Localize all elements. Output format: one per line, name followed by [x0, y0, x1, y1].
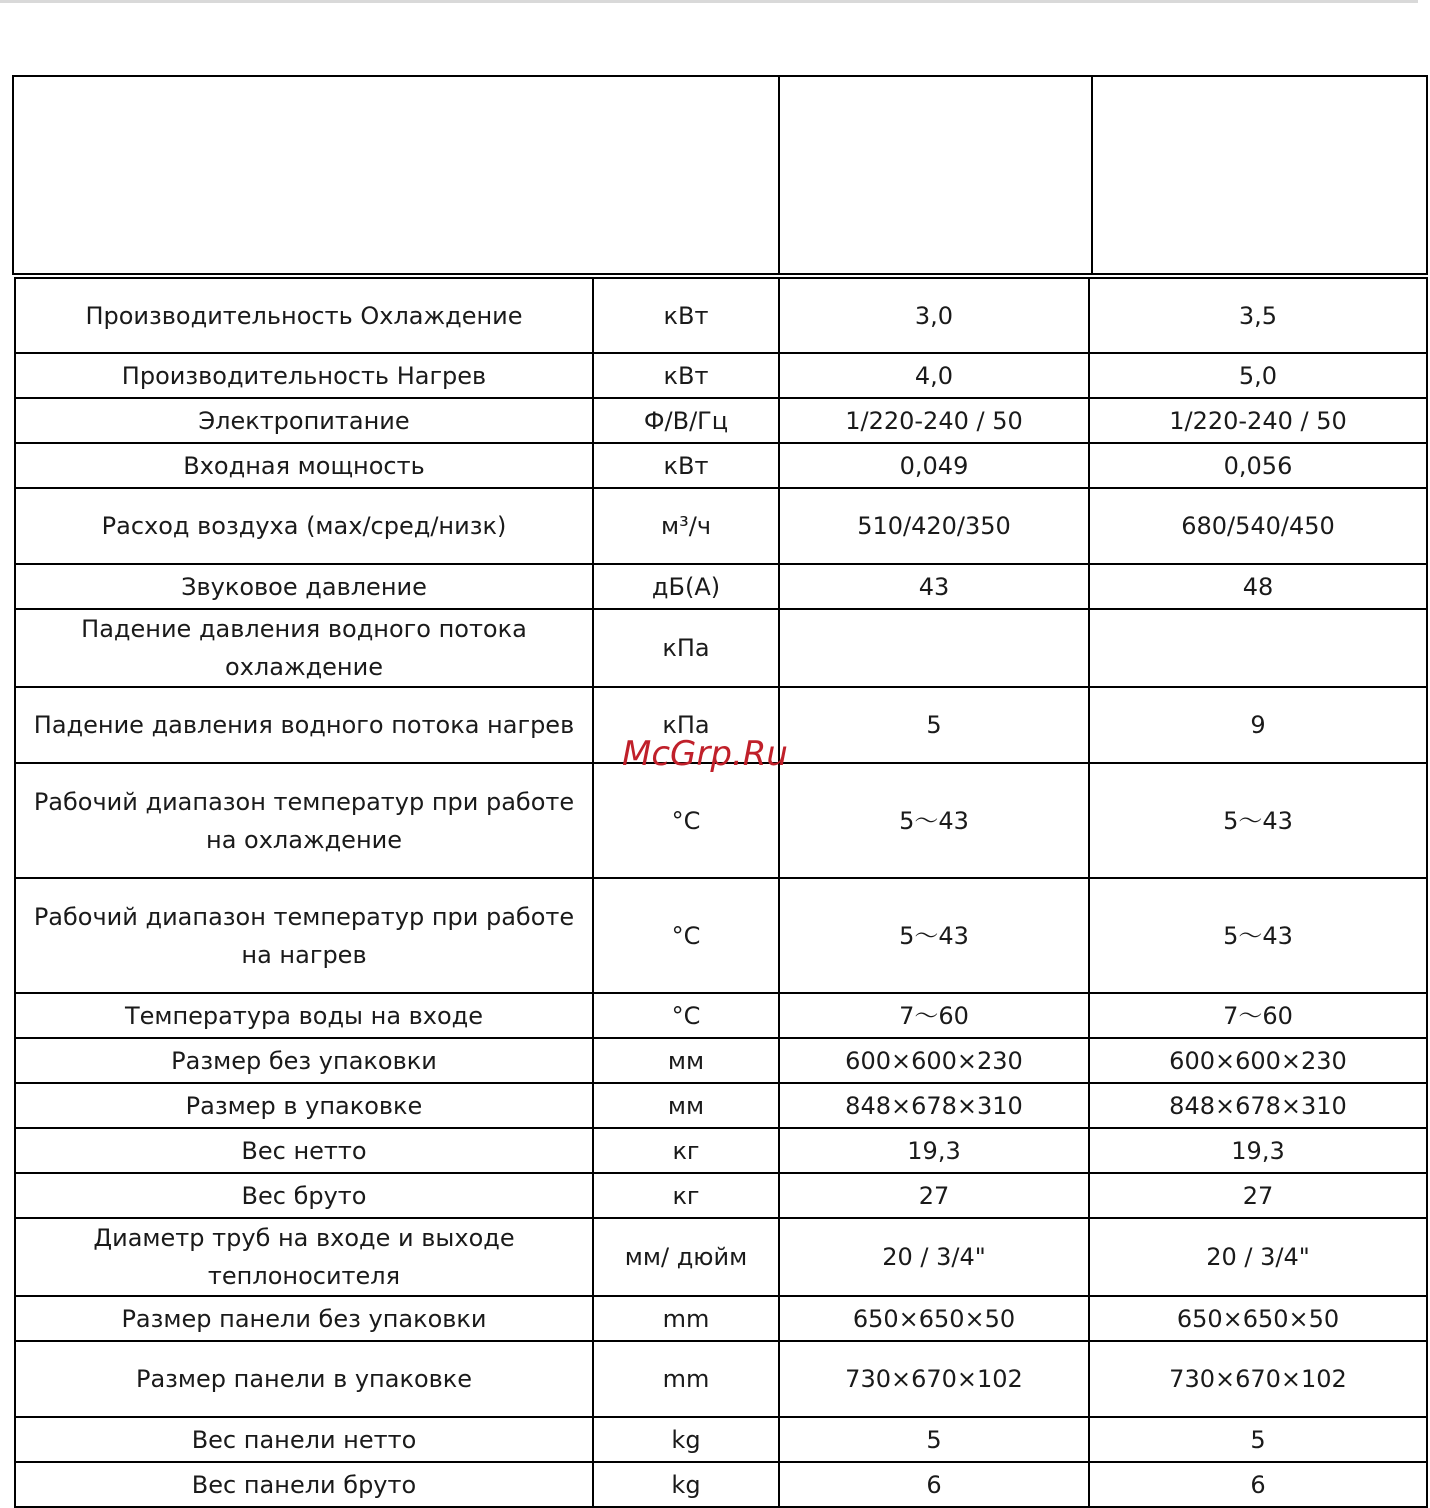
unit-cell: мм [593, 1083, 779, 1128]
model-2-value-cell: 20 / 3/4" [1089, 1218, 1427, 1296]
table-row [15, 993, 1427, 1038]
model-1-value-cell [779, 609, 1089, 687]
table-row [15, 1173, 1427, 1218]
watermark-text: McGrp.Ru [622, 734, 788, 774]
model-2-value-cell: 7～60 [1089, 993, 1427, 1038]
model-1-value-cell: 0,049 [779, 443, 1089, 488]
model-2-value-cell: 680/540/450 [1089, 488, 1427, 564]
model-1-value-cell: 20 / 3/4" [779, 1218, 1089, 1296]
model-2-value-cell: 19,3 [1089, 1128, 1427, 1173]
model-1-value-cell: 510/420/350 [779, 488, 1089, 564]
unit-cell: дБ(А) [593, 564, 779, 609]
model-2-value-cell: 650×650×50 [1089, 1296, 1427, 1341]
model-2-value-cell: 848×678×310 [1089, 1083, 1427, 1128]
parameter-cell: Размер в упаковке [15, 1083, 593, 1128]
unit-cell: мм/ дюйм [593, 1218, 779, 1296]
model-1-value-cell: 600×600×230 [779, 1038, 1089, 1083]
model-1-value-cell: 5 [779, 687, 1089, 763]
model-1-value-cell: 5 [779, 1417, 1089, 1462]
unit-cell: kg [593, 1462, 779, 1507]
table-row [15, 1341, 1427, 1417]
parameter-cell: Температура воды на входе [15, 993, 593, 1038]
table-row [15, 763, 1427, 878]
model-2-value-cell: 6 [1089, 1462, 1427, 1507]
table-row [15, 1218, 1427, 1296]
table-header-box [12, 75, 1428, 275]
table-row [15, 353, 1427, 398]
table-row [15, 443, 1427, 488]
parameter-cell: Падение давления водного потока нагрев [15, 687, 593, 763]
model-2-value-cell: 5～43 [1089, 763, 1427, 878]
unit-cell: °C [593, 993, 779, 1038]
parameter-cell: Вес бруто [15, 1173, 593, 1218]
unit-cell: mm [593, 1341, 779, 1417]
model-2-value-cell: 5～43 [1089, 878, 1427, 993]
unit-cell: кВт [593, 278, 779, 353]
model-2-value-cell: 5,0 [1089, 353, 1427, 398]
parameter-cell: Звуковое давление [15, 564, 593, 609]
model-1-value-cell: 27 [779, 1173, 1089, 1218]
model-1-value-cell: 730×670×102 [779, 1341, 1089, 1417]
model-1-value-cell: 5～43 [779, 878, 1089, 993]
table-row [15, 398, 1427, 443]
unit-cell: кВт [593, 353, 779, 398]
header-column-divider [778, 77, 780, 273]
model-1-value-cell: 650×650×50 [779, 1296, 1089, 1341]
model-2-value-cell: 5 [1089, 1417, 1427, 1462]
unit-cell: мм [593, 1038, 779, 1083]
unit-cell: м³/ч [593, 488, 779, 564]
model-2-value-cell: 3,5 [1089, 278, 1427, 353]
unit-cell: kg [593, 1417, 779, 1462]
parameter-cell: Входная мощность [15, 443, 593, 488]
unit-cell: °C [593, 763, 779, 878]
table-row [15, 878, 1427, 993]
table-row [15, 609, 1427, 687]
parameter-cell: Производительность Охлаждение [15, 278, 593, 353]
top-divider [0, 0, 1418, 3]
table-row [15, 564, 1427, 609]
parameter-cell: Расход воздуха (мах/сред/низк) [15, 488, 593, 564]
table-row [15, 1417, 1427, 1462]
table-row [15, 1296, 1427, 1341]
parameter-cell: Вес панели бруто [15, 1462, 593, 1507]
unit-cell: Ф/В/Гц [593, 398, 779, 443]
model-1-value-cell: 3,0 [779, 278, 1089, 353]
model-1-value-cell: 43 [779, 564, 1089, 609]
table-row [15, 488, 1427, 564]
unit-cell: mm [593, 1296, 779, 1341]
model-2-value-cell: 1/220-240 / 50 [1089, 398, 1427, 443]
unit-cell: кг [593, 1128, 779, 1173]
model-2-value-cell: 27 [1089, 1173, 1427, 1218]
model-2-value-cell [1089, 609, 1427, 687]
parameter-cell: Электропитание [15, 398, 593, 443]
parameter-cell: Размер без упаковки [15, 1038, 593, 1083]
header-column-divider [1091, 77, 1093, 273]
model-2-value-cell: 730×670×102 [1089, 1341, 1427, 1417]
parameter-cell: Размер панели в упаковке [15, 1341, 593, 1417]
model-1-value-cell: 6 [779, 1462, 1089, 1507]
parameter-cell: Рабочий диапазон температур при работе на нагрев [15, 878, 593, 993]
model-2-value-cell: 48 [1089, 564, 1427, 609]
model-1-value-cell: 7～60 [779, 993, 1089, 1038]
model-1-value-cell: 1/220-240 / 50 [779, 398, 1089, 443]
table-row [15, 1083, 1427, 1128]
model-1-value-cell: 848×678×310 [779, 1083, 1089, 1128]
table-row [15, 1462, 1427, 1507]
parameter-cell: Вес нетто [15, 1128, 593, 1173]
specifications-table [14, 277, 1428, 1508]
parameter-cell: Вес панели нетто [15, 1417, 593, 1462]
parameter-cell: Размер панели без упаковки [15, 1296, 593, 1341]
parameter-cell: Рабочий диапазон температур при работе на охлаждение [15, 763, 593, 878]
model-1-value-cell: 4,0 [779, 353, 1089, 398]
model-2-value-cell: 0,056 [1089, 443, 1427, 488]
table-row [15, 1128, 1427, 1173]
unit-cell: кВт [593, 443, 779, 488]
table-row [15, 278, 1427, 353]
parameter-cell: Диаметр труб на входе и выходе теплоносителя [15, 1218, 593, 1296]
model-2-value-cell: 9 [1089, 687, 1427, 763]
parameter-cell: Падение давления водного потока охлаждение [15, 609, 593, 687]
unit-cell: кг [593, 1173, 779, 1218]
table-row [15, 1038, 1427, 1083]
unit-cell: кПа [593, 609, 779, 687]
model-1-value-cell: 19,3 [779, 1128, 1089, 1173]
unit-cell: кПа [593, 687, 779, 763]
model-1-value-cell: 5～43 [779, 763, 1089, 878]
parameter-cell: Производительность Нагрев [15, 353, 593, 398]
model-2-value-cell: 600×600×230 [1089, 1038, 1427, 1083]
unit-cell: °C [593, 878, 779, 993]
